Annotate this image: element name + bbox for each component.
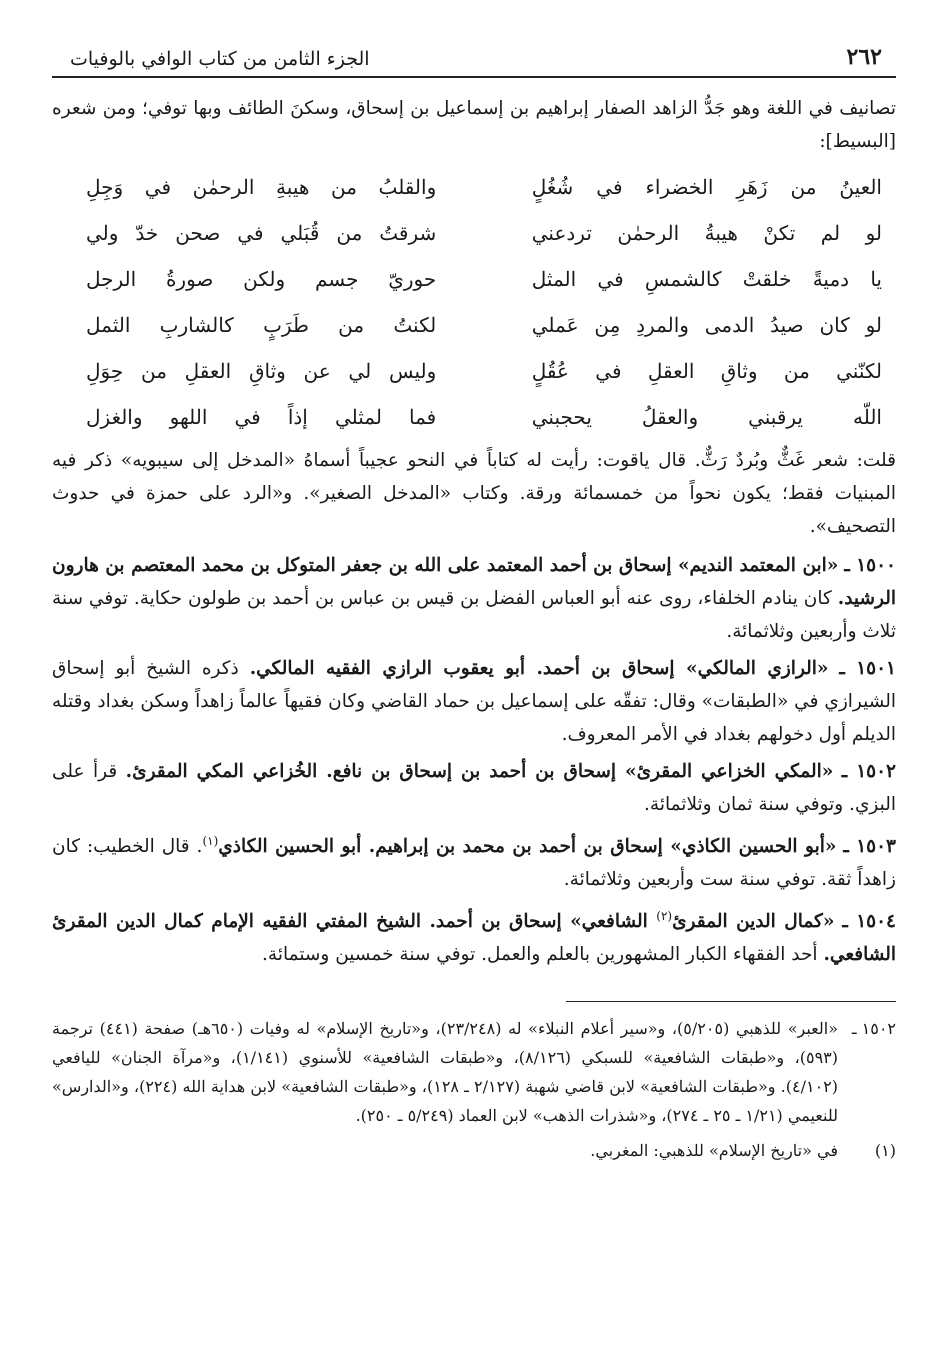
footnote [52,1014,896,1130]
verse-first-hemistich: لو كان صيدُ الدمى والمردِ مِن عَملي [531,313,882,337]
verse-second-hemistich: حوريّ جسم ولكن صورةُ الرجل [86,267,437,291]
biography-entry [52,900,896,971]
verse-line [52,302,896,348]
footnote-marker[interactable]: (٢) [656,909,673,924]
entry-number: ١٥٠٠ ـ [844,555,896,576]
entry-heading: «المكي الخزاعي المقرئ» إسحاق بن أحمد بن إسحاق بن نافع. الخُزاعي المكي المقرئ. [125,761,834,782]
intro-paragraph: تصانيف في اللغة وهو جَدُّ الزاهد الصفار إبراهيم بن إسماعيل بن إسحاق، وسكنَ الطائف وبها توفي؛ ومن شعره [البسيط]: [52,98,896,152]
main-text [52,92,896,971]
entry-number: ١٥٠٢ ـ [841,761,896,782]
verse-first-hemistich: لو لم تكنْ هيبةُ الرحمٰن تردعني [531,221,882,245]
footnote [52,1136,896,1165]
verse-second-hemistich: شرقتُ من قُبَلي في صحن خدّ ولي [86,221,437,245]
entry-body: . قال الخطيب: كان زاهداً ثقة. توفي سنة ست وأربعين وثلاثمائة. [52,836,896,891]
entry-heading: «الرازي المالكي» إسحاق بن أحمد. أبو يعقوب الرازي الفقيه المالكي. [249,658,829,679]
biography-entry [52,549,896,648]
biography-entry [52,652,896,751]
verse-first-hemistich: العينُ من زَهَرِ الخضراء في شُغُلٍ [531,175,882,199]
verse-line [52,210,896,256]
verse-first-hemistich: اللّه يرقبني والعقلُ يحجبني [531,405,882,429]
footnote-divider [566,1001,896,1002]
verse-line [52,348,896,394]
running-header [52,40,896,78]
footnote-number: ١٥٠٢ ـ [851,1019,896,1039]
footnote-number: (١) [874,1141,896,1161]
entry-body: أحد الفقهاء الكبار المشهورين بالعلم والعمل. توفي سنة خمسين وستمائة. [262,944,818,966]
verse-first-hemistich: لكنّني من وثاقِ العقلِ في عُقُلٍ [531,359,882,383]
comment-paragraph: قلت: شعر غَثٌّ وبُردٌ رَثٌّ. قال ياقوت: رأيت له كتاباً في النحو عجيباً أسماهُ «المدخل إلى سيبويه» ذكر فيه المبنيات فقط؛ يكون نحواً من خمسمائة ورقة. وكتاب «المدخل الصغير». و«الرد على حمزة في حدوث التصحيف». [52,450,896,537]
entry-number: ١٥٠١ ـ [839,658,896,679]
footnote-text: في «تاريخ الإسلام» للذهبي: المغربي. [590,1141,838,1161]
entry-body: قرأ على البزي. وتوفي سنة ثمان وثلاثمائة. [52,761,896,815]
entry-heading-continued: الشافعي» إسحاق بن أحمد. الشيخ المفتي الفقيه الإمام كمال الدين المقرئ الشافعي. [52,911,896,966]
verse-line [52,164,896,210]
poem [52,164,896,440]
verse-line [52,394,896,440]
footnote-marker[interactable]: (١) [202,834,219,848]
entry-number: ١٥٠٤ ـ [842,911,896,933]
verse-second-hemistich: وليس لي عن وثاقِ العقلِ من حِوَلِ [86,359,437,383]
page-number: ٢٦٢ [846,44,882,70]
biography-entry [52,825,896,896]
verse-line [52,256,896,302]
entry-heading: «أبو الحسين الكاذي» إسحاق بن أحمد بن محمد بن إبراهيم. أبو الحسين الكاذي [218,836,837,858]
verse-second-hemistich: والقلبُ من هيبةِ الرحمٰن في وَجِلِ [86,175,437,199]
entry-body: ذكره الشيخ أبو إسحاق الشيرازي في «الطبقات» وقال: تفقّه على إسماعيل بن حماد القاضي وكان فقيهاً عالماً زاهداً وسكن بغداد وقتله الديلم أول دخولهم بغداد في الأمر المعروف. [52,658,896,745]
verse-first-hemistich: يا دميةً خلقتْ كالشمسِ في المثل [531,267,882,291]
entry-heading: «ابن المعتمد النديم» إسحاق بن أحمد المعتمد على الله بن جعفر المتوكل بن محمد المعتصم بن هارون الرشيد. [52,555,896,609]
verse-second-hemistich: لكنتُ من طَرَبٍ كالشاربِ الثمل [86,313,437,337]
entry-number: ١٥٠٣ ـ [843,836,896,858]
biography-entry [52,755,896,821]
footnotes [52,1014,896,1165]
book-title: الجزء الثامن من كتاب الوافي بالوفيات [70,48,370,70]
entry-heading: «كمال الدين المقرئ [672,911,835,933]
footnote-text: «العبر» للذهبي (٥/٢٠٥)، و«سير أعلام النبلاء» له (٢٣/٢٤٨)، و«تاريخ الإسلام» له وفيات (٦٥٠هـ) صفحة (٤٤١) ترجمة (٥٩٣)، و«طبقات الشافعية» للسبكي (٨/١٢٦)، و«طبقات الشافعية» للأسنوي (١/١٤١)، و«مرآة الجنان» لليافعي (٤/١٠٢). و«طبقات الشافعية» لابن قاضي شهبة (٢/١٢٧ ـ ١٢٨)، و«طبقات الشافعية» لابن هداية الله (٢٢٤)، و«الدارس» للنعيمي (١/٢١ ـ ٢٥ ـ ٢٧٤)، و«شذرات الذهب» لابن العماد (٥/٢٤٩ ـ ٢٥٠). [52,1019,839,1126]
entry-body: كان ينادم الخلفاء، روى عنه أبو العباس الفضل بن قيس بن عباس بن أحمد بن طولون حكاية. توفي سنة ثلاث وأربعين وثلاثمائة. [52,588,896,642]
verse-second-hemistich: فما لمثلي إذاً في اللهو والغزل [86,405,437,429]
